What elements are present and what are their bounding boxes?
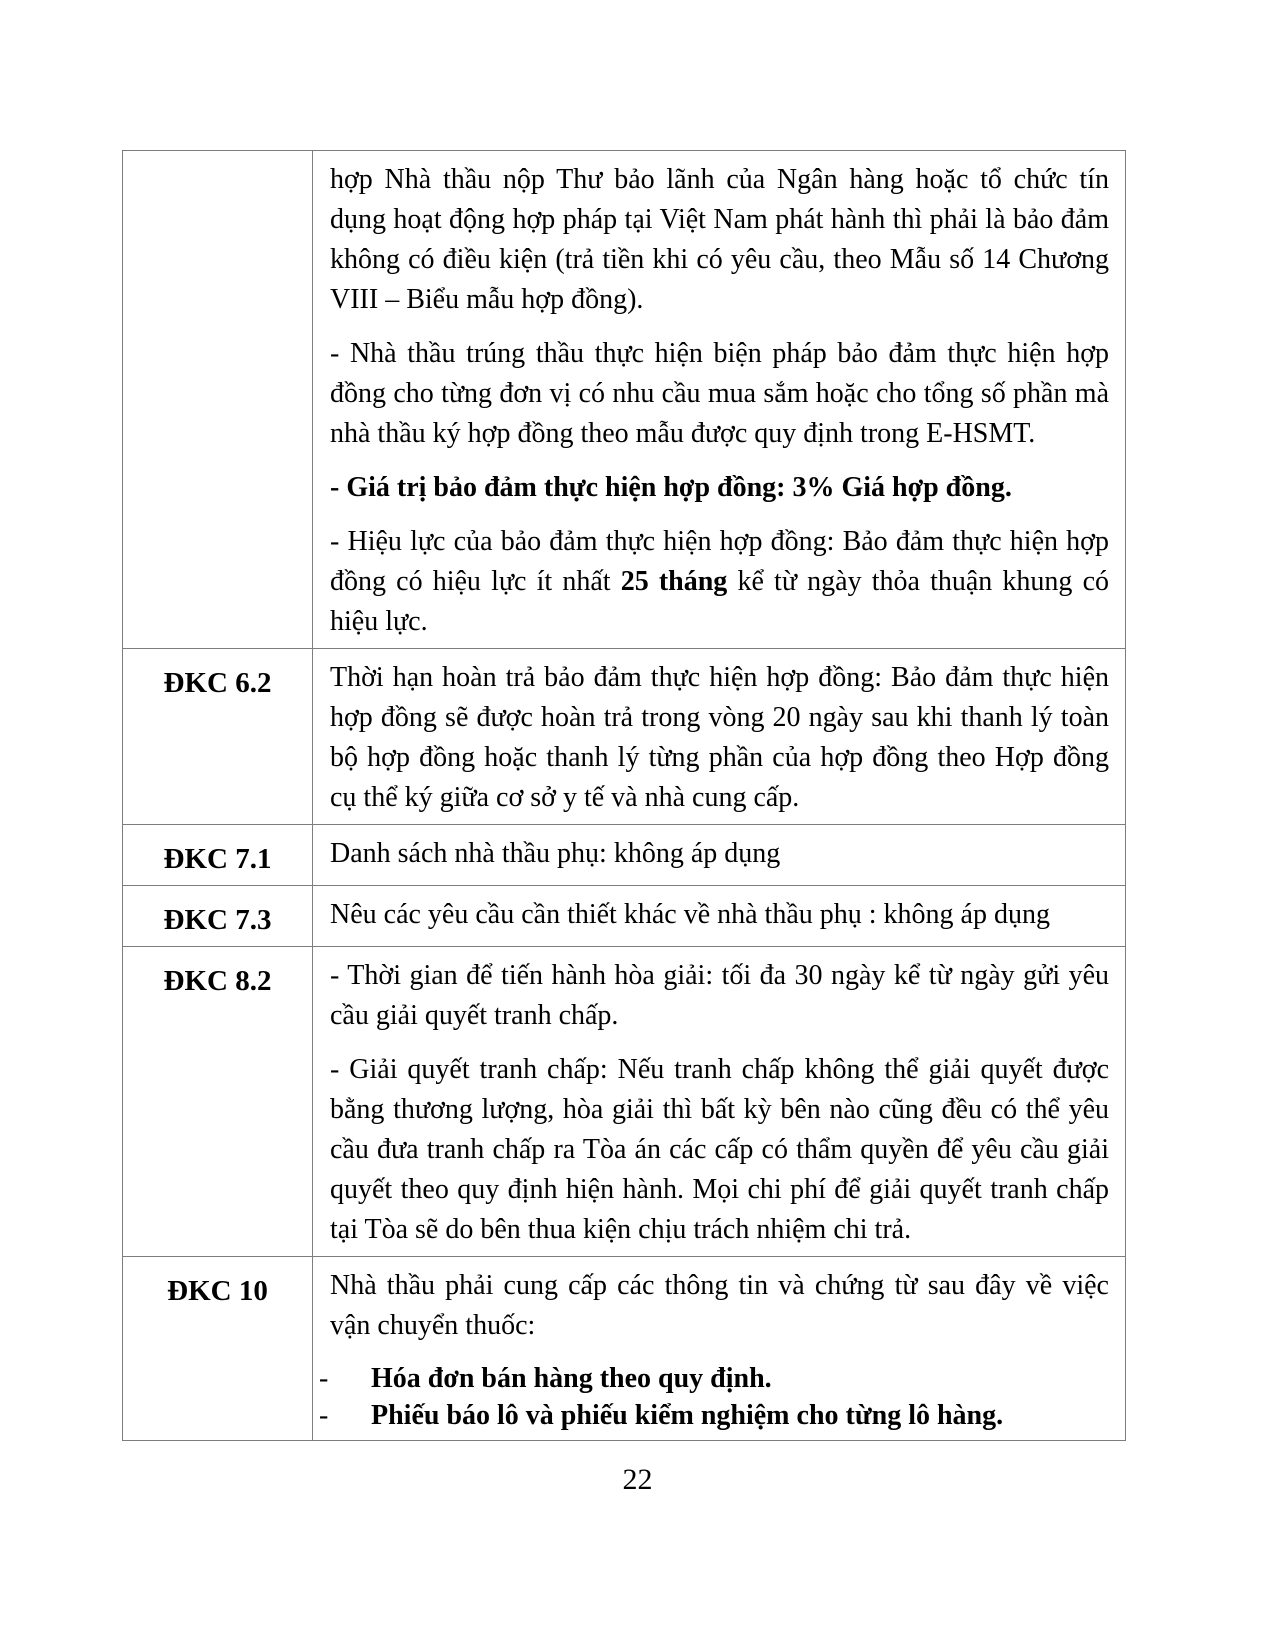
bullet-item [319, 1360, 1109, 1397]
paragraph [330, 834, 1109, 874]
text-run: Danh sách nhà thầu phụ: không áp dụng [330, 838, 781, 869]
text-run: kể từ ngày thỏa thuận khung có hiệu lực. [330, 566, 1110, 637]
row-label: ĐKC 8.2 [123, 947, 313, 1257]
bold-text-run: Phiếu báo lô và phiếu kiểm nghiệm cho từng lô hàng. [371, 1400, 1004, 1431]
paragraph [330, 956, 1109, 1036]
table-row [123, 1257, 1126, 1441]
row-content [313, 649, 1126, 825]
text-run: - Giải quyết tranh chấp: Nếu tranh chấp không thể giải quyết được bằng thương lượng, hòa giải thì bất kỳ bên nào cũng đều có thể yêu cầu đưa tranh chấp ra Tòa án các cấp có thẩm quyền để yêu cầu giải quyết theo quy định hiện hành. Mọi chi phí để giải quyết tranh chấp tại Tòa sẽ do bên thua kiện chịu trách nhiệm chi trả. [330, 1054, 1109, 1245]
table-row [123, 886, 1126, 947]
row-label: ĐKC 10 [123, 1257, 313, 1441]
text-run: Thời hạn hoàn trả bảo đảm thực hiện hợp đồng: Bảo đảm thực hiện hợp đồng sẽ được hoàn trả trong vòng 20 ngày sau khi thanh lý toàn bộ hợp đồng hoặc thanh lý từng phần của hợp đồng theo Hợp đồng cụ thể ký giữa cơ sở y tế và nhà cung cấp. [330, 662, 1109, 813]
bold-text-run: Hóa đơn bán hàng theo quy định. [371, 1363, 772, 1394]
text-run: - Thời gian để tiến hành hòa giải: tối đa 30 ngày kể từ ngày gửi yêu cầu giải quyết tranh chấp. [330, 960, 1109, 1031]
paragraph [330, 658, 1109, 818]
text-run: Nhà thầu phải cung cấp các thông tin và chứng từ sau đây về việc vận chuyển thuốc: [330, 1270, 1109, 1341]
bullet-marker: - [319, 1400, 329, 1431]
bold-text-run: 25 tháng [620, 566, 728, 597]
table-row [123, 649, 1126, 825]
conditions-table [122, 150, 1126, 1441]
paragraph [330, 1266, 1109, 1346]
table-row [123, 947, 1126, 1257]
bullet-text [371, 1360, 1109, 1397]
bullet-item [319, 1397, 1109, 1434]
conditions-table-body [123, 151, 1126, 1441]
text-run: - Hiệu lực của bảo đảm thực hiện hợp đồng: Bảo đảm thực hiện hợp đồng có hiệu lực ít nhất [330, 526, 1109, 597]
row-content [313, 151, 1126, 649]
row-content [313, 825, 1126, 886]
bullet-marker: - [319, 1363, 329, 1394]
paragraph [330, 334, 1109, 454]
paragraph [330, 1050, 1109, 1250]
row-content [313, 886, 1126, 947]
row-label: ĐKC 7.3 [123, 886, 313, 947]
paragraph [330, 468, 1109, 508]
row-label: ĐKC 7.1 [123, 825, 313, 886]
row-content [313, 1257, 1126, 1441]
bullet-list [319, 1360, 1109, 1434]
bold-text-run: - Giá trị bảo đảm thực hiện hợp đồng: 3% Giá hợp đồng. [330, 472, 1012, 503]
row-content [313, 947, 1126, 1257]
page-number: 22 [622, 1463, 653, 1496]
row-label [123, 151, 313, 649]
row-label: ĐKC 6.2 [123, 649, 313, 825]
paragraph [330, 895, 1109, 935]
table-row [123, 825, 1126, 886]
text-run: - Nhà thầu trúng thầu thực hiện biện pháp bảo đảm thực hiện hợp đồng cho từng đơn vị có nhu cầu mua sắm hoặc cho tổng số phần mà nhà thầu ký hợp đồng theo mẫu được quy định trong E-HSMT. [330, 338, 1109, 449]
text-run: Nêu các yêu cầu cần thiết khác về nhà thầu phụ : không áp dụng [330, 899, 1050, 930]
text-run: hợp Nhà thầu nộp Thư bảo lãnh của Ngân hàng hoặc tổ chức tín dụng hoạt động hợp pháp tại Việt Nam phát hành thì phải là bảo đảm không có điều kiện (trả tiền khi có yêu cầu, theo Mẫu số 14 Chương VIII – Biểu mẫu hợp đồng). [330, 164, 1109, 315]
paragraph [330, 160, 1109, 320]
paragraph [330, 522, 1109, 642]
table-row [123, 151, 1126, 649]
bullet-text [371, 1397, 1109, 1434]
